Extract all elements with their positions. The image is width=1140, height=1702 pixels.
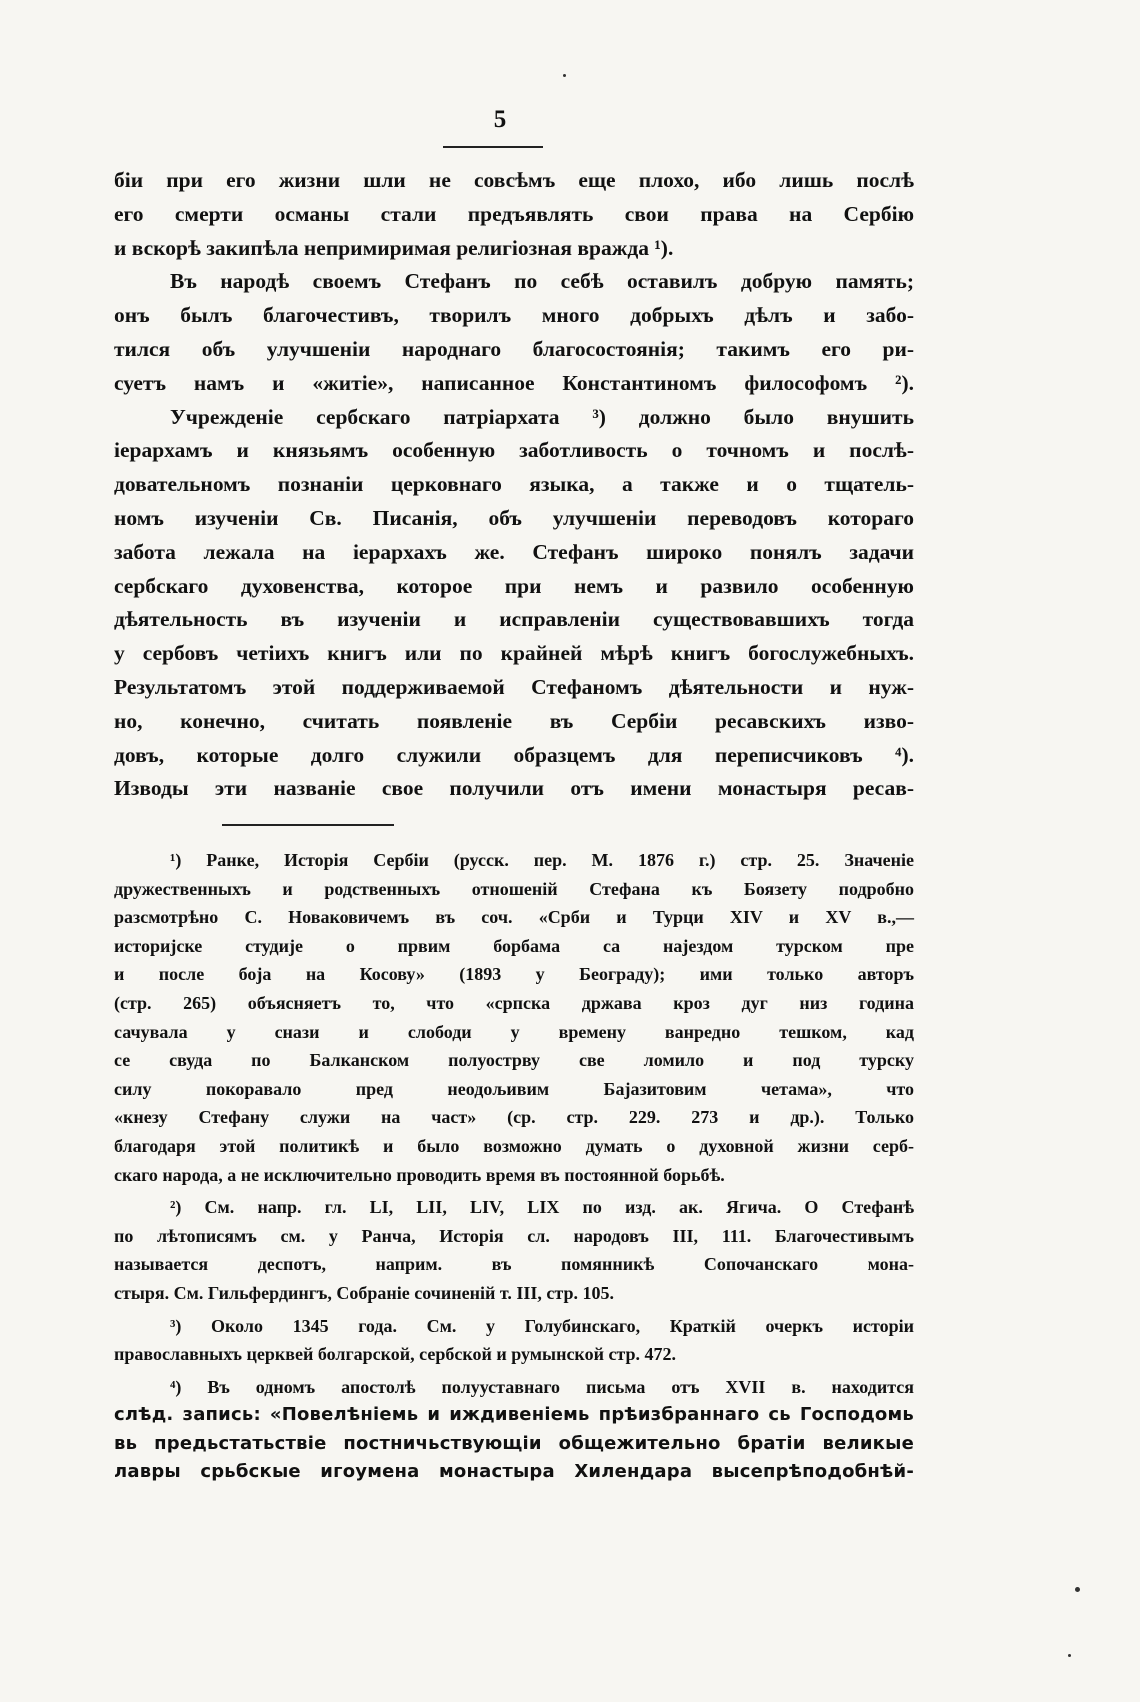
page-number: 5 [493, 106, 507, 133]
page-number-rule [443, 146, 543, 148]
body-line: забота лежала на іерархахъ же. Стефанъ широко понялъ задачи [114, 539, 914, 564]
footnote-line: называется деспотъ, наприм. въ помянникѣ Сопочанскаго мона- [114, 1254, 914, 1275]
body-line: но, конечно, считать появленіе въ Сербіи ресавскихъ изво- [114, 708, 914, 733]
footnote-line: силу покоравало пред неодољивим Бајазитовим четама», что [114, 1078, 914, 1099]
body-line: у сербовъ четіихъ книгъ или по крайней мѣрѣ книгъ богослужебныхъ. [114, 641, 914, 666]
footnote-line: (стр. 265) объясняетъ то, что «српска држава кроз дуг низ година [114, 992, 914, 1013]
footnotes [114, 846, 914, 1487]
footnote-line: и после боја на Косову» (1893 у Београду); ими только авторъ [114, 964, 914, 985]
body-line: Въ народѣ своемъ Стефанъ по себѣ оставилъ добрую память; [170, 269, 914, 294]
body-line: Изводы эти названіе свое получили отъ имени монастыря ресав- [114, 776, 914, 801]
footnote-line: благодаря этой политикѣ и было возможно думать о духовной жизни серб- [114, 1135, 914, 1156]
body-line: Учрежденіе сербскаго патріархата ³) должно было внушить [170, 404, 914, 429]
footnote-line: дружественныхъ и родственныхъ отношеній Стефана къ Боязету подробно [114, 878, 914, 899]
footnote-line-church-slavonic: слѣд. запись: «Повелѣніемь и иждивеніемь прѣизбраннаго сь Господомь [114, 1404, 914, 1426]
body-line: его смерти османы стали предъявлять свои права на Сербію [114, 201, 914, 226]
body-line: довъ, которые долго служили образцемъ для переписчиковъ ⁴). [114, 742, 914, 767]
body-line: дѣятельность въ изученіи и исправленіи существовавшихъ тогда [114, 607, 914, 632]
body-line: онъ былъ благочестивъ, творилъ много добрыхъ дѣлъ и забо- [114, 303, 914, 328]
footnote-line: ²) См. напр. гл. LI, LII, LIV, LIX по изд. ак. Ягича. О Стефанѣ [170, 1197, 914, 1218]
footnote-line: ³) Около 1345 года. См. у Голубинскаго, Краткій очеркъ исторіи [170, 1315, 914, 1336]
footnote-divider [222, 824, 394, 826]
body-line: довательномъ познаніи церковнаго языка, а также и о тщатель- [114, 472, 914, 497]
body-line: суетъ намъ и «житіе», написанное Константиномъ философомъ ²). [114, 370, 914, 395]
speck [563, 74, 566, 77]
footnote-line: «кнезу Стефану служи на част» (ср. стр. 229. 273 и др.). Только [114, 1107, 914, 1128]
footnote-line: стыря. См. Гильфердингъ, Собраніе сочиненій т. III, стр. 105. [114, 1282, 614, 1303]
footnote-line: ¹) Ранке, Исторія Сербіи (русск. пер. М. 1876 г.) стр. 25. Значеніе [170, 850, 914, 870]
footnote-line: се свуда по Балканском полуострву све ломило и под турску [114, 1050, 914, 1071]
body-text [114, 164, 914, 806]
body-line: сербскаго духовенства, которое при немъ и развило особенную [114, 573, 914, 598]
footnote-line: скаго народа, а не исключительно проводить время въ постоянной борьбѣ. [114, 1164, 725, 1185]
footnote-line: историјске студије о првим борбама са најездом турском пре [114, 935, 914, 956]
footnote-line: по лѣтописямъ см. у Ранча, Исторія сл. народовъ III, 111. Благочестивымъ [114, 1225, 914, 1246]
body-line: Результатомъ этой поддерживаемой Стефаномъ дѣятельности и нуж- [114, 674, 914, 699]
footnote-line: православныхъ церквей болгарской, сербской и румынской стр. 472. [114, 1344, 676, 1365]
speck [1068, 1654, 1071, 1657]
body-line: и вскорѣ закипѣла непримиримая религіозная вражда ¹). [114, 235, 674, 260]
footnote-line-church-slavonic: вь предьстатьствіе постничьствующіи общежительно братіи великые [114, 1432, 914, 1454]
body-line: біи при его жизни шли не совсѣмъ еще плохо, ибо лишь послѣ [114, 168, 914, 192]
footnote-line: ⁴) Въ одномъ апостолѣ полууставнаго письма отъ XVII в. находится [170, 1376, 914, 1397]
body-line: номъ изученіи Св. Писанія, объ улучшеніи переводовъ котораго [114, 505, 914, 530]
body-line: тился объ улучшеніи народнаго благосостоянія; такимъ его ри- [114, 336, 914, 361]
footnote-line-church-slavonic: лавры срьбскые игоумена монастыра Хилендара высепрѣподобнѣй- [114, 1461, 914, 1483]
body-line: іерархамъ и князьямъ особенную заботливость о точномъ и послѣ- [114, 438, 914, 463]
speck [1075, 1587, 1080, 1592]
footnote-line: сачувала у снази и слободи у времену ванредно тешком, кад [114, 1021, 914, 1042]
footnote-line: разсмотрѣно С. Новаковичемъ въ соч. «Срби и Турци XIV и XV в.,— [114, 907, 914, 928]
